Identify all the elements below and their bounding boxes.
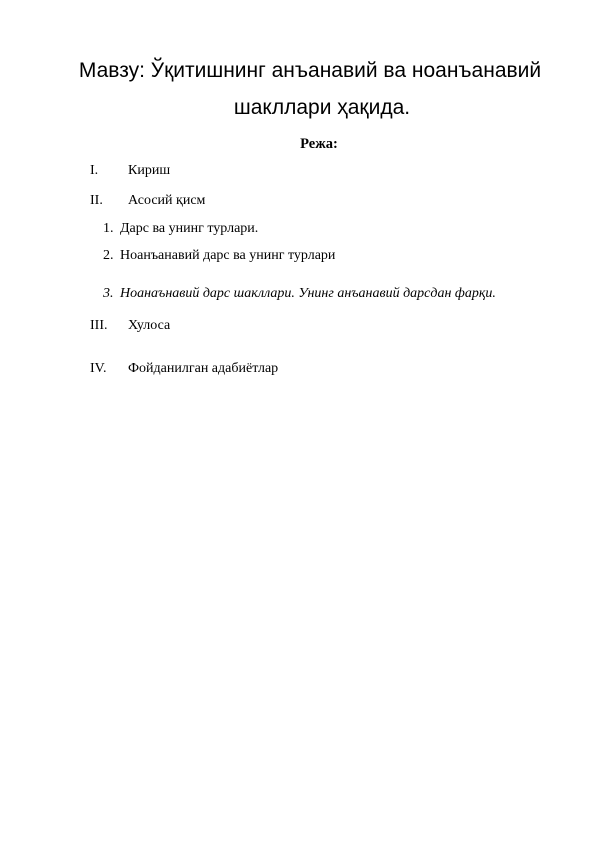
outline-item-text: Ноанаънавий дарс шакллари. Унинг анъанавий дарсдан фарқи. (120, 286, 496, 301)
outline-item-text: Кириш (128, 163, 171, 178)
outline-item-number: III. (90, 318, 108, 333)
outline-item-number: IV. (90, 361, 107, 376)
outline-item-text: Асосий қисм (128, 193, 206, 208)
outline-item-number: II. (90, 193, 103, 208)
outline-item-text: Ноанъанавий дарс ва унинг турлари (120, 248, 336, 263)
outline-item-text: Фойданилган адабиётлар (128, 361, 279, 376)
outline-item-number: 1. (103, 221, 114, 236)
document-title-line-2: шакллари ҳақида. (233, 96, 411, 119)
plan-heading: Режа: (300, 136, 338, 152)
outline-item-number: 2. (103, 248, 114, 263)
outline-item-text: Хулоса (128, 318, 171, 333)
outline-item-number: 3. (103, 286, 114, 301)
outline-item-text: Дарс ва унинг турлари. (120, 221, 259, 236)
outline-item-number: I. (90, 163, 99, 178)
document-title-line-1: Мавзу: Ўқитишнинг анъанавий ва ноанъанавий (78, 59, 542, 82)
